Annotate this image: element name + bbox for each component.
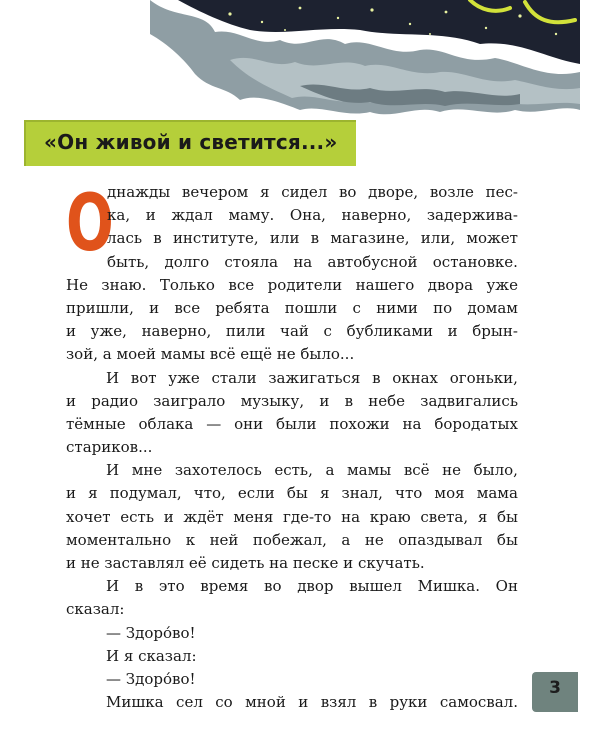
paragraph xyxy=(67,645,518,668)
word: краю xyxy=(369,507,411,526)
word: музыку, xyxy=(240,391,305,410)
word: это xyxy=(158,577,185,596)
word: возле xyxy=(429,183,474,201)
word: что xyxy=(395,484,423,503)
paragraph xyxy=(67,622,518,645)
word: на xyxy=(402,414,422,433)
word: я xyxy=(88,484,98,503)
word: все xyxy=(228,275,255,294)
line-text: — Здоро́во! xyxy=(106,669,196,688)
word: нашего xyxy=(355,275,415,294)
word: бубликами xyxy=(346,322,433,341)
word: моя xyxy=(434,484,465,503)
text-line xyxy=(106,645,518,668)
word: задержива- xyxy=(426,206,518,225)
word: к xyxy=(185,530,196,549)
word: огоньки, xyxy=(449,368,518,387)
word: во xyxy=(264,577,282,596)
word: были xyxy=(275,414,317,433)
word: всё xyxy=(403,461,430,480)
word: брын- xyxy=(472,322,518,341)
word: не xyxy=(364,530,384,549)
word: есть, xyxy=(274,461,313,480)
word: по xyxy=(433,298,453,317)
word: не xyxy=(442,461,462,480)
word: захотелось xyxy=(174,461,262,480)
word: бы xyxy=(496,530,518,549)
word: и xyxy=(66,484,76,503)
word: тёмные xyxy=(66,414,126,433)
word: мама xyxy=(476,484,518,503)
word: и xyxy=(163,507,174,526)
word: пес- xyxy=(485,183,518,201)
word: в xyxy=(153,229,162,248)
word: со xyxy=(215,693,233,712)
word: вечером xyxy=(181,183,249,201)
paragraph xyxy=(67,367,518,460)
word: подумал, xyxy=(109,484,182,503)
word: вышел xyxy=(349,577,402,596)
word: уже xyxy=(486,275,518,294)
word: остановке. xyxy=(432,252,518,271)
word: магазине, xyxy=(330,229,410,248)
word: ребята xyxy=(215,298,270,317)
word: радио xyxy=(91,391,139,410)
word: дворе, xyxy=(368,183,419,201)
word: облака xyxy=(138,414,194,433)
word: задвигались xyxy=(420,391,518,410)
word: где-то xyxy=(283,507,332,526)
text-line xyxy=(106,459,518,482)
text-line xyxy=(106,622,518,645)
word: а xyxy=(325,461,335,480)
word: — xyxy=(206,414,222,433)
word: долго xyxy=(164,252,210,271)
word: я xyxy=(319,484,330,503)
word: быть, xyxy=(107,252,150,271)
line-text: сказал: xyxy=(66,600,125,619)
text-line xyxy=(66,552,518,575)
word: пошли xyxy=(284,298,338,317)
word: может xyxy=(466,229,518,248)
text-line xyxy=(66,413,518,436)
word: моментально xyxy=(66,530,172,549)
word: домам xyxy=(467,298,518,317)
text-line xyxy=(107,251,518,274)
word: институте, xyxy=(172,229,259,248)
night-sky-clouds-illustration xyxy=(0,0,600,130)
word: стояла xyxy=(224,252,279,271)
word: чай xyxy=(280,322,309,341)
word: в xyxy=(372,368,381,387)
text-line xyxy=(66,436,518,459)
word: Она, xyxy=(289,206,326,225)
word: И xyxy=(106,461,120,480)
word: я xyxy=(260,183,270,201)
word: окнах xyxy=(392,368,439,387)
word: и xyxy=(149,298,160,317)
word: маму. xyxy=(228,206,275,225)
word: Не xyxy=(66,275,88,294)
word: ка, xyxy=(107,206,131,225)
text-line xyxy=(106,668,518,691)
text-line xyxy=(107,227,518,250)
word: зажигаться xyxy=(268,368,361,387)
word: лась xyxy=(107,229,143,248)
word: а xyxy=(341,530,351,549)
line-text: и не заставлял её сидеть на песке и скучать. xyxy=(66,554,425,572)
paragraph xyxy=(67,668,518,691)
text-line xyxy=(106,367,518,390)
word: И xyxy=(106,577,120,596)
word: И xyxy=(106,368,120,387)
word: все xyxy=(174,298,201,317)
word: ждёт xyxy=(183,507,224,526)
word: было, xyxy=(473,461,518,480)
word: стали xyxy=(211,368,257,387)
word: днажды xyxy=(107,183,171,201)
word: и xyxy=(66,391,76,410)
word: и xyxy=(298,693,309,712)
word: мамы xyxy=(347,461,392,480)
story-text xyxy=(67,181,518,714)
word: я xyxy=(477,507,488,526)
word: пили xyxy=(225,322,266,341)
word: они xyxy=(234,414,264,433)
word: или xyxy=(269,229,300,248)
paragraph xyxy=(67,459,518,575)
line-text: стариков... xyxy=(66,438,153,457)
word: в xyxy=(368,693,378,712)
word: автобусной xyxy=(327,252,418,271)
word: небе xyxy=(368,391,406,410)
word: бы xyxy=(496,507,518,526)
paragraph xyxy=(67,691,518,714)
word: Мишка xyxy=(106,693,164,712)
word: бородатых xyxy=(434,414,518,433)
word: руки xyxy=(389,693,428,712)
text-line xyxy=(66,598,518,621)
word: Только xyxy=(159,275,215,294)
word: уже, xyxy=(90,322,127,341)
word: уже xyxy=(168,368,200,387)
word: меня xyxy=(233,507,274,526)
word: хочет xyxy=(66,507,111,526)
paragraph xyxy=(67,181,518,367)
word: в xyxy=(310,229,320,248)
word: взял xyxy=(320,693,357,712)
word: знаю. xyxy=(101,275,147,294)
word: есть xyxy=(120,507,155,526)
word: во xyxy=(338,183,357,201)
word: родители xyxy=(267,275,343,294)
text-line xyxy=(66,320,518,343)
text-line xyxy=(66,482,518,505)
word: и xyxy=(319,391,330,410)
text-line xyxy=(66,529,518,552)
word: Мишка. xyxy=(417,577,480,596)
page-number-tab xyxy=(532,672,578,712)
line-text: И я сказал: xyxy=(106,646,197,665)
word: двор xyxy=(297,577,334,596)
page-number: 3 xyxy=(549,678,561,698)
text-line xyxy=(66,506,518,529)
word: наверно, xyxy=(341,206,412,225)
word: Он xyxy=(495,577,518,596)
word: с xyxy=(352,298,361,317)
word: мне xyxy=(131,461,163,480)
text-line xyxy=(107,181,518,204)
text-line xyxy=(66,274,518,297)
word: ними xyxy=(376,298,418,317)
word: побежал, xyxy=(252,530,327,549)
paragraph xyxy=(67,575,518,621)
word: ней xyxy=(209,530,239,549)
word: опаздывал xyxy=(398,530,483,549)
word: с xyxy=(323,322,332,341)
word: света, xyxy=(420,507,469,526)
word: время xyxy=(200,577,249,596)
word: ждал xyxy=(171,206,213,225)
text-line xyxy=(106,575,518,598)
line-text: зой, а моей мамы всё ещё не было... xyxy=(66,345,355,364)
word: в xyxy=(134,577,144,596)
text-line xyxy=(107,204,518,227)
word: самосвал. xyxy=(439,693,518,712)
word: и xyxy=(66,322,76,341)
word: заиграло xyxy=(153,391,226,410)
chapter-title: «Он живой и светится...» xyxy=(44,130,338,154)
word: на xyxy=(341,507,361,526)
word: мной xyxy=(245,693,286,712)
word: или, xyxy=(420,229,456,248)
word: что, xyxy=(193,484,226,503)
word: сидел xyxy=(281,183,328,201)
text-line xyxy=(106,691,518,714)
word: пришли, xyxy=(66,298,134,317)
word: и xyxy=(447,322,458,341)
word: сел xyxy=(176,693,203,712)
word: если xyxy=(237,484,275,503)
word: вот xyxy=(130,368,157,387)
word: на xyxy=(293,252,313,271)
text-line xyxy=(66,343,518,366)
word: похожи xyxy=(329,414,390,433)
drop-cap-letter: О xyxy=(66,179,114,269)
line-text: — Здоро́во! xyxy=(106,623,196,642)
word: и xyxy=(145,206,156,225)
word: наверно, xyxy=(141,322,212,341)
word: в xyxy=(344,391,354,410)
text-line xyxy=(66,297,518,320)
text-line xyxy=(66,390,518,413)
word: бы xyxy=(286,484,308,503)
word: двора xyxy=(427,275,474,294)
word: знал, xyxy=(341,484,383,503)
